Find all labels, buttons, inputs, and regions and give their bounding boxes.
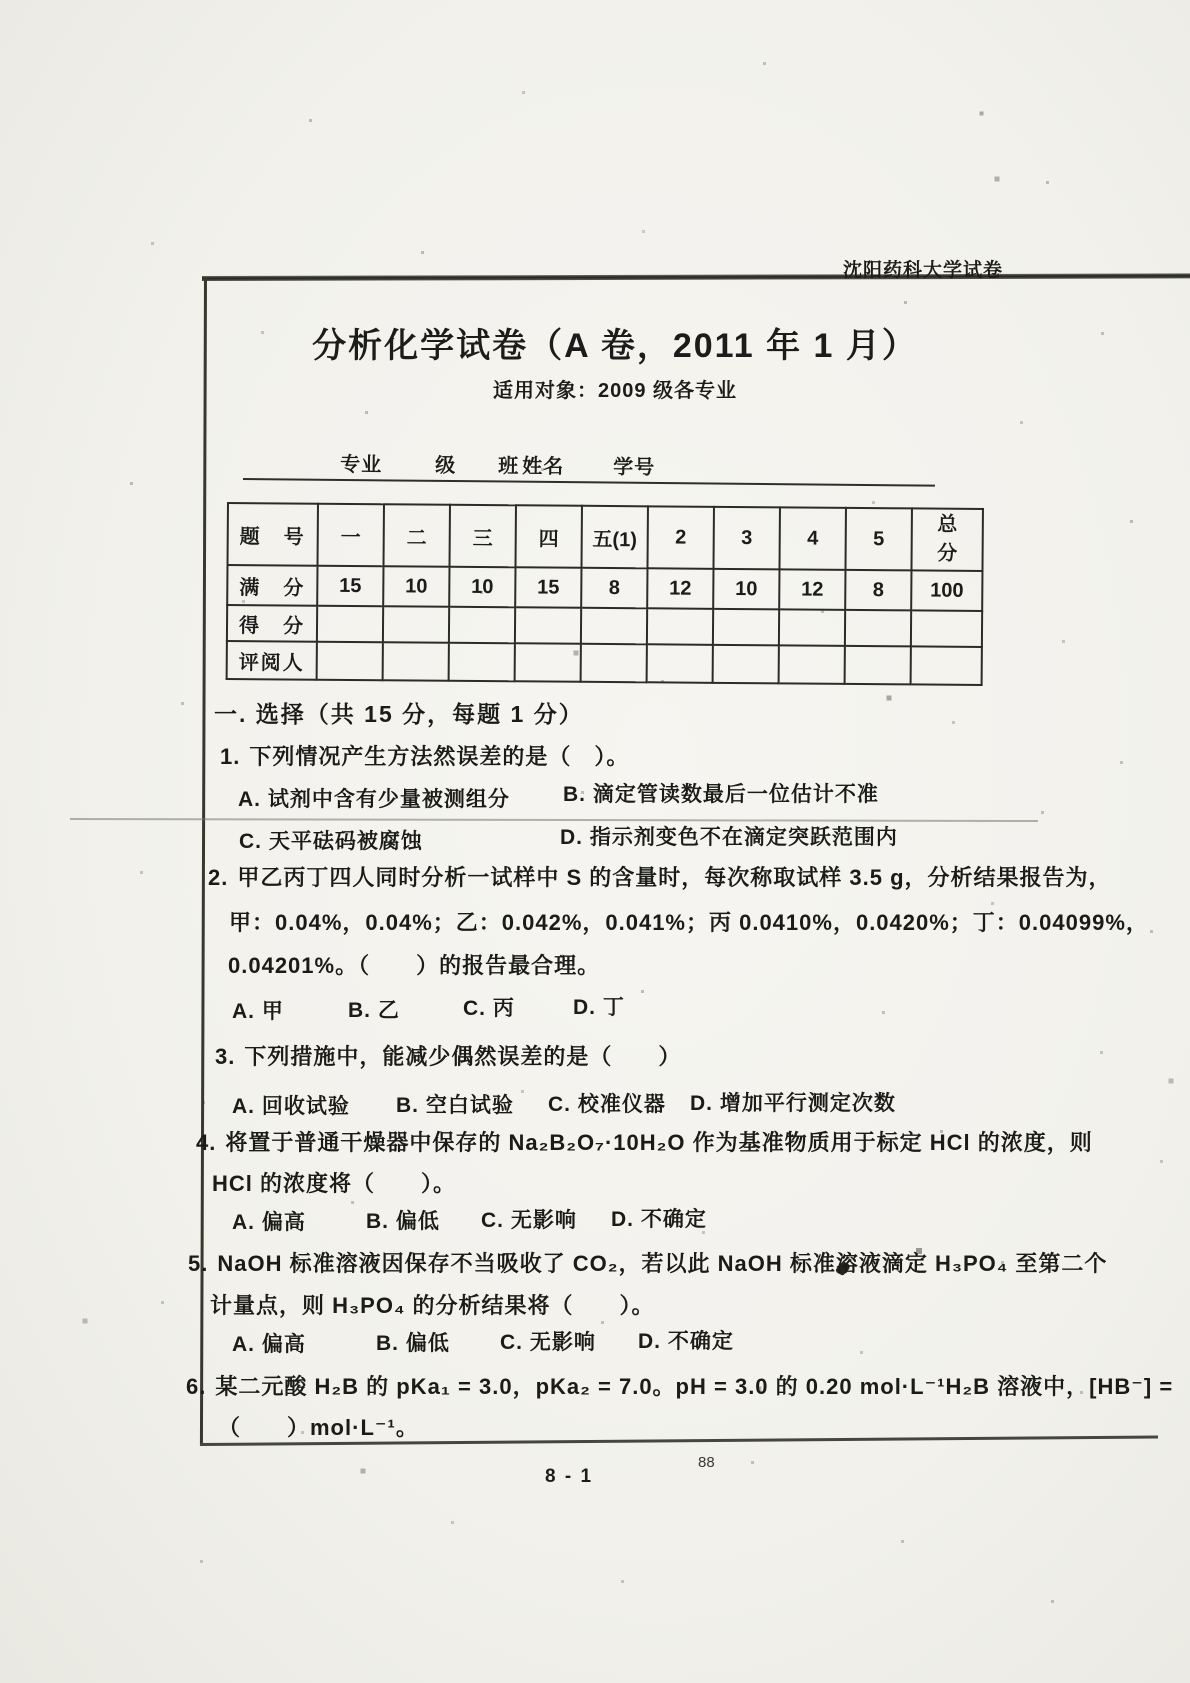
- question-6-text-1: 某二元酸 H₂B 的 pKa₁ = 3.0，pKa₂ = 7.0。pH = 3.0 的 0.20 mol·L⁻¹H₂B 溶液中，[HB⁻] =: [215, 1374, 1174, 1399]
- question-4-option-d: D. 不确定: [611, 1208, 707, 1231]
- full-marks-3: 10: [449, 567, 515, 608]
- row-header-question-number: 题 号: [228, 503, 318, 566]
- reviewer-cell: [845, 646, 911, 685]
- reviewer-cell: [449, 643, 515, 682]
- exam-title: 分析化学试卷（A 卷，2011 年 1 月）: [312, 327, 918, 365]
- footer-page-code: 8 - 1: [545, 1466, 594, 1487]
- question-6-stem-line-1: [186, 1370, 1173, 1401]
- score-cell: [449, 607, 515, 644]
- question-5-stem-line-1: [188, 1247, 1107, 1278]
- question-2-stem-line-3: 0.04201%。（ ）的报告最合理。: [228, 953, 601, 978]
- field-label-student-id: 学号: [613, 456, 656, 479]
- exam-audience: 适用对象：2009 级各专业: [492, 380, 738, 402]
- question-4-text-1: 将置于普通干燥器中保存的 Na₂B₂O₇·10H₂O 作为基准物质用于标定 HCl 的浓度，则: [225, 1130, 1093, 1155]
- question-1-stem: [220, 740, 629, 771]
- total-score-label: 总分: [937, 513, 958, 565]
- question-4-option-b: B. 偏低: [366, 1210, 440, 1233]
- field-label-class: 班: [498, 455, 520, 478]
- score-cell: [911, 610, 982, 647]
- question-5-option-a: A. 偏高: [232, 1333, 306, 1356]
- reviewer-cell: [515, 643, 581, 682]
- question-2-option-c: C. 丙: [463, 997, 515, 1020]
- reviewer-cell: [713, 645, 779, 684]
- student-info-line: [243, 444, 935, 487]
- question-2-option-d: D. 丁: [573, 996, 625, 1019]
- row-header-reviewer: 评阅人: [227, 641, 317, 680]
- question-1-text: 下列情况产生方法然误差的是（ ）。: [249, 744, 630, 769]
- question-1-option-a: A. 试剂中含有少量被测组分: [238, 788, 510, 811]
- score-cell: [647, 608, 713, 645]
- col-header-1: 一: [318, 504, 384, 567]
- reviewer-cell: [383, 642, 449, 681]
- score-cell: [515, 607, 581, 644]
- score-table-fullmarks-row: [227, 565, 982, 611]
- question-4-stem-line-2: HCl 的浓度将（ ）。: [212, 1171, 457, 1196]
- full-marks-5: 8: [581, 568, 647, 609]
- score-cell: [317, 606, 383, 643]
- reviewer-cell: [581, 644, 647, 683]
- question-3-text: 下列措施中，能减少偶然误差的是（ ）: [244, 1044, 682, 1069]
- score-table-header-row: [228, 503, 983, 571]
- full-marks-7: 10: [713, 569, 779, 610]
- question-3-stem: [215, 1040, 681, 1071]
- question-5-stem-line-2: 计量点，则 H₃PO₄ 的分析结果将（ ）。: [210, 1293, 655, 1318]
- full-marks-4: 15: [515, 567, 581, 608]
- full-marks-1: 15: [317, 566, 383, 607]
- question-3-option-a: A. 回收试验: [232, 1095, 350, 1118]
- footer-page-number: 88: [698, 1454, 715, 1471]
- question-2-option-b: B. 乙: [348, 999, 400, 1022]
- score-cell: [581, 608, 647, 645]
- score-cell: [845, 610, 911, 647]
- row-header-score: 得 分: [227, 605, 317, 642]
- col-header-3: 三: [449, 505, 515, 568]
- university-header: 沈阳药科大学试卷: [843, 260, 1004, 281]
- question-4-option-c: C. 无影响: [481, 1209, 577, 1232]
- section-heading: 一. 选择（共 15 分，每题 1 分）: [214, 701, 584, 727]
- full-marks-6: 12: [647, 568, 713, 609]
- full-marks-total: 100: [911, 570, 982, 611]
- field-label-grade: 级: [435, 454, 457, 478]
- question-4-option-a: A. 偏高: [232, 1211, 306, 1234]
- question-1-number: 1.: [220, 744, 241, 769]
- score-cell: [383, 606, 449, 643]
- scan-noise-large: [0, 0, 2, 2]
- col-header-5-4: 4: [779, 507, 845, 570]
- question-3-option-c: C. 校准仪器: [548, 1093, 666, 1116]
- row-header-full-marks: 满 分: [227, 565, 317, 606]
- score-cell: [779, 609, 845, 646]
- col-header-5-3: 3: [713, 507, 779, 570]
- col-header-5-1: 五(1): [581, 506, 647, 569]
- col-header-5-5: 5: [845, 508, 911, 571]
- question-2-number: 2.: [208, 865, 229, 890]
- question-1-option-c: C. 天平砝码被腐蚀: [239, 830, 423, 853]
- question-2-stem-line-2: 甲：0.04%，0.04%；乙：0.042%，0.041%；丙 0.0410%，0.0420%；丁：0.04099%，: [229, 910, 1149, 935]
- question-4-stem-line-1: [196, 1126, 1093, 1157]
- question-6-number: 6.: [186, 1374, 207, 1399]
- score-table-reviewer-row: [227, 641, 982, 685]
- full-marks-2: 10: [383, 566, 449, 607]
- question-5-option-d: D. 不确定: [638, 1330, 734, 1353]
- col-header-5-2: 2: [647, 506, 713, 569]
- col-header-2: 二: [384, 504, 450, 567]
- score-table: [226, 502, 984, 686]
- question-1-option-b: B. 滴定管读数最后一位估计不准: [563, 783, 879, 806]
- reviewer-cell: [317, 642, 383, 681]
- field-label-major: 专业: [340, 453, 383, 477]
- full-marks-9: 8: [845, 570, 911, 611]
- question-5-option-c: C. 无影响: [500, 1331, 596, 1354]
- question-2-stem-line-1: [208, 861, 1112, 892]
- score-cell: [713, 609, 779, 646]
- question-4-number: 4.: [196, 1130, 217, 1155]
- question-5-number: 5.: [188, 1251, 209, 1276]
- question-2-text-1: 甲乙丙丁四人同时分析一试样中 S 的含量时，每次称取试样 3.5 g，分析结果报告为，: [237, 865, 1112, 890]
- col-header-total: [911, 508, 982, 571]
- score-table-score-row: [227, 605, 982, 647]
- question-2-option-a: A. 甲: [232, 1000, 284, 1023]
- full-marks-8: 12: [779, 569, 845, 610]
- reviewer-cell: [911, 646, 982, 685]
- field-label-name: 姓名: [522, 455, 565, 479]
- question-5-text-1: NaOH 标准溶液因保存不当吸收了 CO₂，若以此 NaOH 标准溶液滴定 H₃PO₄ 至第二个: [217, 1251, 1108, 1276]
- question-3-option-b: B. 空白试验: [396, 1094, 514, 1117]
- reviewer-cell: [647, 644, 713, 683]
- frame-top-border: [202, 273, 1190, 281]
- question-5-option-b: B. 偏低: [376, 1332, 450, 1355]
- question-3-number: 3.: [215, 1044, 236, 1069]
- question-1-option-d: D. 指示剂变色不在滴定突跃范围内: [560, 826, 898, 849]
- question-3-option-d: D. 增加平行测定次数: [690, 1092, 896, 1115]
- reviewer-cell: [779, 645, 845, 684]
- col-header-4: 四: [515, 505, 581, 568]
- question-6-stem-line-2: （ ）mol·L⁻¹。: [218, 1415, 419, 1440]
